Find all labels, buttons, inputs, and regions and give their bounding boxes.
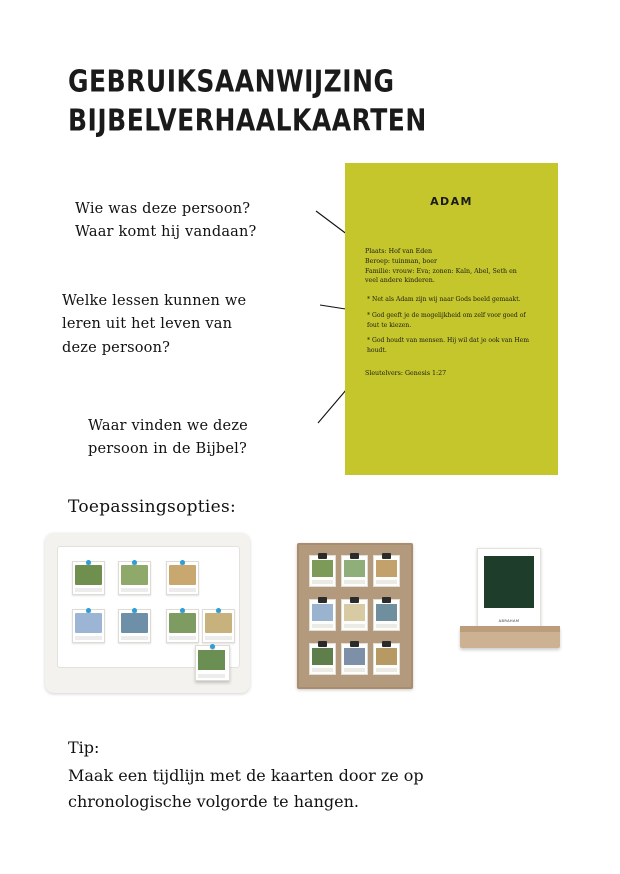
card-caption [312, 624, 333, 628]
card-caption [198, 674, 225, 678]
photo-card-stand [455, 540, 570, 690]
card-body-bullet-2: * God geeft je de mogelijkheid om zelf voor goed of fout te kiezen. [367, 311, 526, 329]
card-meta [365, 247, 543, 286]
cork-card [341, 599, 368, 631]
card-meta-line-4: veel andere kinderen. [365, 277, 435, 285]
section-heading-application-options: Toepassingsopties: [68, 497, 237, 517]
tip-block [68, 735, 568, 815]
stand-card [477, 548, 541, 632]
annotation-3-line-1: Waar vinden we deze [88, 418, 248, 434]
card-thumbnail [75, 565, 102, 585]
card-caption [344, 668, 365, 672]
card-thumbnail [121, 565, 148, 585]
mini-card [118, 609, 151, 643]
clip-icon [318, 641, 327, 647]
card-thumbnail [169, 565, 196, 585]
mini-card [72, 609, 105, 643]
card-body [367, 295, 539, 362]
card-caption [75, 588, 102, 592]
card-caption [205, 636, 232, 640]
card-thumbnail [376, 560, 397, 577]
card-thumbnail [344, 604, 365, 621]
card-thumbnail [376, 604, 397, 621]
card-caption [169, 588, 196, 592]
clip-icon [382, 553, 391, 559]
clip-icon [318, 553, 327, 559]
annotation-2-line-1: Welke lessen kunnen we [62, 293, 247, 309]
card-body-bullet-1: * Net als Adam zijn wij naar Gods beeld gemaakt. [367, 296, 521, 303]
cork-card [341, 643, 368, 675]
photo-row [0, 528, 620, 703]
card-thumbnail [484, 556, 534, 608]
card-title: ADAM [430, 195, 473, 208]
card-caption [121, 588, 148, 592]
annotation-2-line-3: deze persoon? [62, 339, 171, 356]
card-thumbnail [312, 560, 333, 577]
card-thumbnail [312, 648, 333, 665]
card-caption [376, 668, 397, 672]
tip-line-2: chronologische volgorde te hangen. [68, 791, 359, 811]
page-title-line-1: GEBRUIKSAANWIJZING [68, 63, 395, 99]
clip-icon [382, 597, 391, 603]
stand-card-label: ABRAHAM [498, 619, 520, 623]
clip-icon [382, 641, 391, 647]
card-thumbnail [312, 604, 333, 621]
page-title-line-2: BIJBELVERHAALKAARTEN [68, 102, 427, 138]
annotation-1-line-1: Wie was deze persoon? [75, 201, 251, 217]
cork-card [309, 555, 336, 587]
tip-line-1: Maak een tijdlijn met de kaarten door ze op [68, 765, 424, 785]
card-thumbnail [344, 560, 365, 577]
clip-icon [350, 641, 359, 647]
card-thumbnail [376, 648, 397, 665]
cork-card [373, 643, 400, 675]
card-meta-line-1: Plaats: Hof van Eden [365, 248, 433, 255]
card-thumbnail [121, 613, 148, 633]
card-thumbnail [75, 613, 102, 633]
card-thumbnail [205, 613, 232, 633]
card-thumbnail [198, 650, 225, 670]
card-thumbnail [344, 648, 365, 665]
card-caption [376, 580, 397, 584]
card-caption [344, 624, 365, 628]
clip-icon [350, 553, 359, 559]
card-caption [75, 636, 102, 640]
cork-card [309, 599, 336, 631]
annotation-3-line-2: persoon in de Bijbel? [88, 441, 247, 458]
mini-card [166, 609, 199, 643]
clip-icon [350, 597, 359, 603]
cork-card [373, 599, 400, 631]
card-body-bullet-3: * God houdt van mensen. Hij wil dat je ook van Hem houdt. [367, 337, 530, 354]
annotation-1-line-2: Waar komt hij vandaan? [75, 224, 257, 241]
photo-whiteboard [45, 533, 250, 693]
loose-card [195, 645, 230, 681]
mini-card [118, 561, 151, 595]
wooden-stand-base [460, 626, 560, 648]
cork-card [341, 555, 368, 587]
photo-corkboard [297, 543, 413, 689]
card-meta-line-2: Beroep: tuinman, boer [365, 257, 438, 265]
card-caption [312, 668, 333, 672]
card-meta-line-3: Familie: vrouw: Eva; zonen: Kaïn, Abel, Seth en [365, 267, 517, 275]
tip-label: Tip: [68, 738, 100, 757]
cork-card [309, 643, 336, 675]
mini-card [72, 561, 105, 595]
card-caption [312, 580, 333, 584]
annotation-2-line-2: leren uit het leven van [62, 316, 233, 333]
bible-story-card [345, 163, 558, 475]
mini-card [202, 609, 235, 643]
magnet-icon [210, 644, 215, 649]
card-caption [169, 636, 196, 640]
card-caption [121, 636, 148, 640]
clip-icon [318, 597, 327, 603]
card-caption [376, 624, 397, 628]
card-key-verse: Sleutelvers: Genesis 1:27 [365, 370, 447, 377]
mini-card [166, 561, 199, 595]
cork-card [373, 555, 400, 587]
card-thumbnail [169, 613, 196, 633]
card-caption [344, 580, 365, 584]
